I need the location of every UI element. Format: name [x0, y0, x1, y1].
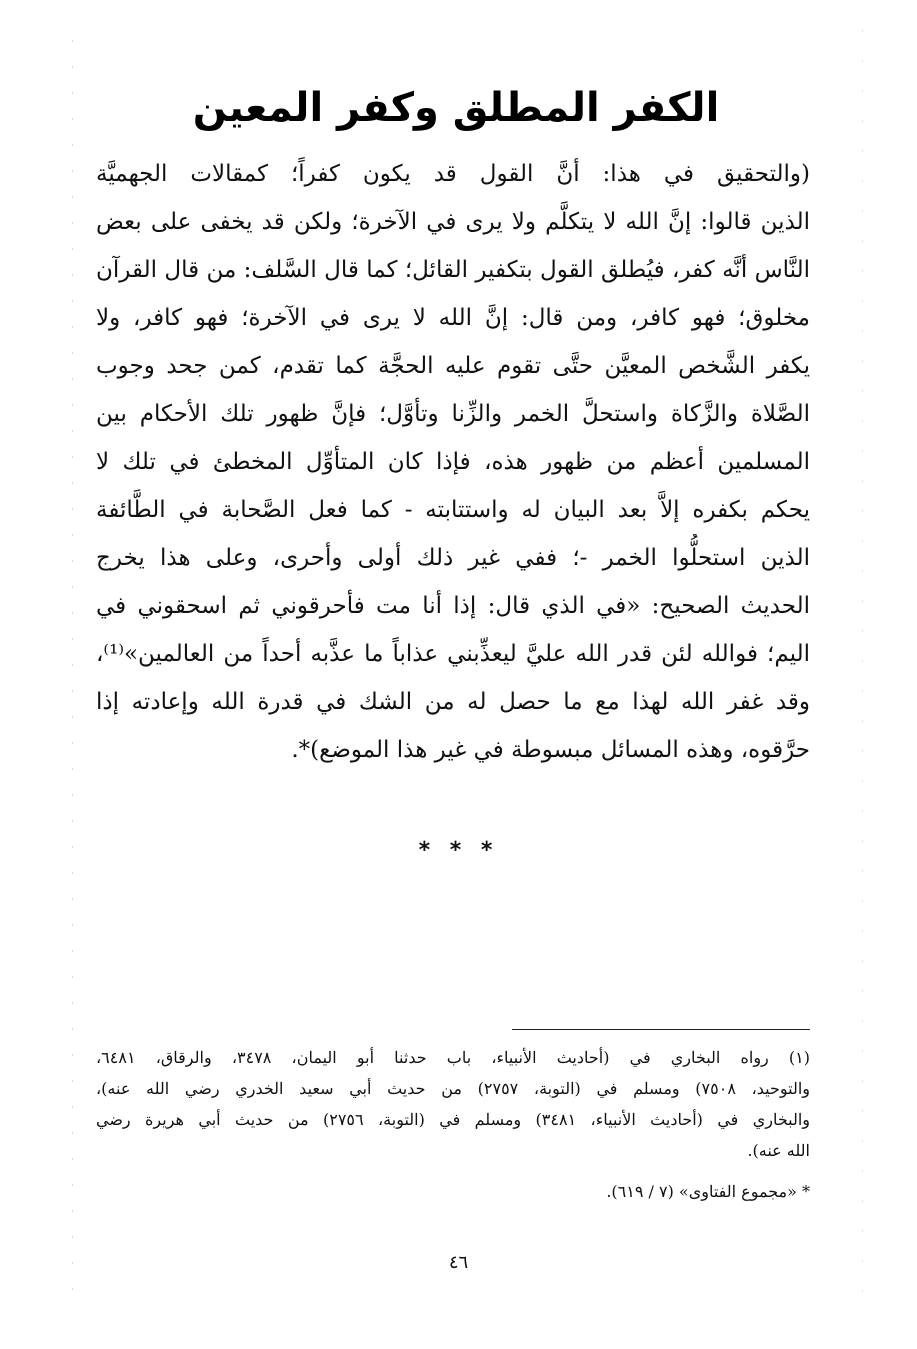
page-title: الكفر المطلق وكفر المعين [192, 85, 720, 131]
paragraph-line: النَّاس أنَّه كفر، فيُطلق القول بتكفير القائل؛ كما قال السَّلف: من قال القرآن [96, 257, 810, 283]
footnote-star-source: * «مجموع الفتاوى» (٧ / ٦١٩). [606, 1182, 810, 1201]
paragraph-line: الحديث الصحيح: «في الذي قال: إذا أنا مت فأحرقوني ثم اسحقوني في [96, 593, 810, 619]
paragraph-line: اليم؛ فوالله لئن قدر الله عليَّ ليعذِّبني عذاباً ما عذَّبه أحداً من العالمين»⁽¹⁾، [96, 641, 810, 667]
main-paragraph [96, 150, 810, 774]
footnotes [96, 1042, 810, 1207]
paragraph-line: (والتحقيق في هذا: أنَّ القول قد يكون كفراً؛ كمقالات الجهميَّة [96, 161, 810, 187]
footnote-line: الله عنه). [747, 1141, 810, 1160]
paragraph-line: مخلوق؛ فهو كافر، ومن قال: إنَّ الله لا يرى في الآخرة؛ فهو كافر، ولا [96, 305, 810, 331]
footnote-line: والبخاري في (أحاديث الأنبياء، ٣٤٨١) ومسلم في (التوبة، ٢٧٥٦) من حديث أبي هريرة رضي [96, 1110, 810, 1129]
paragraph-line: الصَّلاة والزَّكاة واستحلَّ الخمر والزِّنا وتأوَّل؛ فإنَّ ظهور تلك الأحكام بين [96, 401, 810, 427]
scan-edge-mark [862, 30, 863, 1320]
paragraph-line: حرَّقوه، وهذه المسائل مبسوطة في غير هذا الموضع)*. [291, 737, 810, 763]
paragraph-line: المسلمين أعظم من ظهور هذه، فإذا كان المتأوِّل المخطئ في تلك لا [96, 449, 810, 475]
paragraph-line: وقد غفر الله لهذا مع ما حصل له من الشك في قدرة الله وإعادته إذا [96, 689, 810, 715]
footnote-gap [96, 1166, 810, 1176]
page-number: ٤٦ [448, 1252, 469, 1273]
scan-edge-mark [72, 40, 73, 1300]
paragraph-line: الذين استحلُّوا الخمر -؛ ففي غير ذلك أولى وأحرى، وعلى هذا يخرج [96, 545, 810, 571]
footnote-line: والتوحيد، ٧٥٠٨) ومسلم في (التوبة، ٢٧٥٧) من حديث أبي سعيد الخدري رضي الله عنه)، [96, 1079, 810, 1098]
footnote-line: (١) رواه البخاري في (أحاديث الأنبياء، باب حدثنا أبو اليمان، ٣٤٧٨، والرقاق، ٦٤٨١، [96, 1048, 810, 1067]
paragraph-line: الذين قالوا: إنَّ الله لا يتكلَّم ولا يرى في الآخرة؛ ولكن قد يخفى على بعض [96, 209, 810, 235]
footnote-divider [512, 1029, 810, 1030]
paragraph-line: يكفر الشَّخص المعيَّن حتَّى تقوم عليه الحجَّة كما تقدم، كمن جحد وجوب [96, 353, 810, 379]
paragraph-line: يحكم بكفره إلاَّ بعد البيان له واستتابته - كما فعل الصَّحابة في الطَّائفة [96, 497, 810, 523]
section-separator: * * * [418, 838, 499, 863]
